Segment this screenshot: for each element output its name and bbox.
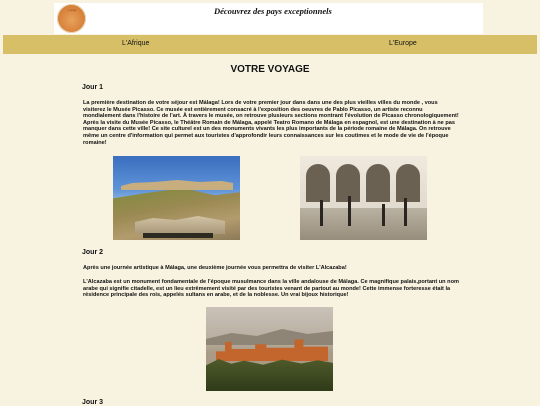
nav-link-afrique[interactable]: L'Afrique — [122, 40, 150, 47]
photo-sculpture — [320, 200, 323, 226]
photo-arch — [306, 164, 330, 202]
main-nav — [3, 35, 537, 54]
day-1-paragraph: La première destination de votre séjour est Málaga! Lors de votre premier jour dans dans une des plus vieilles villes du monde , vous visiterez le Musée Picasso. Ce musée est entièrement consacré à l'exposition des oeuvres de Pablo Picasso, un artiste reconnu mondialement dans l'histoire de l'art. À travers le musée, on retrouve plusieurs sections montrant l'évolution de Picasso chronologiquement! Après la visite du Musée Picasso, le Théâtre Romain de Málaga, appelé Teatro Romano de Málaga en espagnol, est une destination à ne pas manquer dans cette ville! Ce site culturel est un des monuments vivants les plus importants de la période romaine de Málaga. On retrouve même un centre d'information qui permet aux touristes d'approfondir leurs connaissances sur les coutimes et le mode de vie de l'époque romaine! — [83, 100, 459, 146]
photo-sculpture — [382, 204, 385, 226]
logo-text: voyage — [67, 8, 77, 12]
alcazaba-malaga-photo — [113, 156, 240, 240]
site-tagline: Découvrez des pays exceptionnels — [214, 6, 332, 16]
photo-sculpture — [404, 198, 407, 226]
musee-picasso-photo — [300, 156, 427, 240]
day-2-paragraph: L'Alcazaba est un monument fondamentale de l'époque musulmance dans la ville andalouse de Málaga. Ce magnifique palais,portant un nom arabe qui signifie citadelle, est un lieu extrêmement visité par des touristes venant de partout au monde! Cette immense forteresse était la résidence principale des rois, appelés sultans en arabe, et de la noblesse. Un vrai bijoux historique! — [83, 279, 459, 299]
site-header — [54, 3, 483, 34]
photo-arch — [366, 164, 390, 202]
photo-wall-shape — [121, 180, 233, 190]
alhambra-photo — [206, 307, 333, 391]
photo-trees-shape — [206, 359, 333, 391]
day-2-intro: Après une journée artistique à Málaga, une deuxième journée vous permettra de visiter L'Alcazaba! — [83, 265, 347, 271]
photo-arch — [396, 164, 420, 202]
page-title: VOTRE VOYAGE — [230, 64, 310, 75]
day-1-title: Jour 1 — [82, 84, 104, 91]
day-3-title: Jour 3 — [82, 399, 104, 406]
nav-link-europe[interactable]: L'Europe — [389, 40, 417, 47]
photo-shadow-shape — [143, 233, 213, 238]
day-2-title: Jour 2 — [82, 249, 104, 256]
photo-sculpture — [348, 196, 351, 226]
site-logo[interactable] — [57, 4, 86, 33]
